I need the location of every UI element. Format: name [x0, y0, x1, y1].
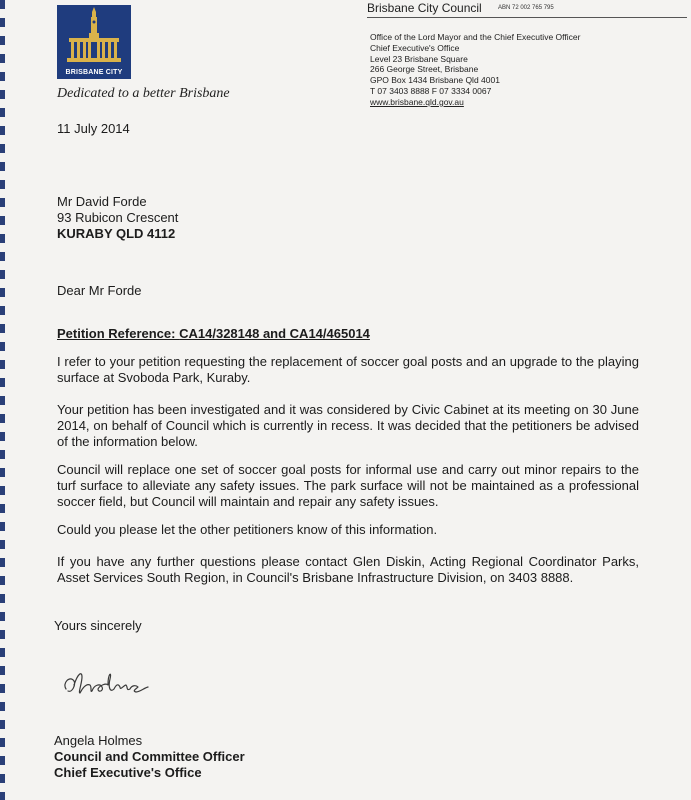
letter-date: 11 July 2014	[57, 121, 130, 136]
address-line: Office of the Lord Mayor and the Chief Executive Officer	[370, 32, 581, 42]
body-paragraph: Could you please let the other petitioners know of this information.	[57, 522, 438, 537]
logo-text: BRISBANE CITY	[65, 69, 123, 76]
reference-label: Petition Reference:	[57, 326, 176, 341]
salutation: Dear Mr Forde	[57, 283, 142, 298]
address-line: Level 23 Brisbane Square	[370, 53, 468, 64]
abn-number: ABN 72 002 765 795	[498, 5, 554, 11]
council-name: Brisbane City Council	[367, 1, 482, 15]
address-line: 266 George Street, Brisbane	[370, 64, 479, 75]
sender-name: Angela Holmes	[54, 733, 143, 748]
body-paragraph: Your petition has been investigated and it was considered by Civic Cabinet at its meeting on 30 June 2014, on behalf of Council which is currently in recess. It was decided that the petitioners be advised of the information below.	[57, 402, 639, 449]
header-divider	[367, 17, 687, 18]
sender-title: Council and Committee Officer	[54, 749, 245, 764]
tagline: Dedicated to a better Brisbane	[57, 86, 230, 101]
body-paragraph: If you have any further questions please contact Glen Diskin, Acting Regional Coordinator Parks, Asset Services South Region, in Council's Brisbane Infrastructure Division, on 3403 8888.	[57, 554, 639, 585]
council-logo	[57, 5, 131, 79]
signature-icon	[60, 665, 160, 701]
closing: Yours sincerely	[54, 618, 142, 633]
petition-reference	[57, 326, 370, 341]
office-address	[370, 32, 580, 108]
sender-office: Chief Executive's Office	[54, 765, 202, 780]
address-line: T 07 3403 8888 F 07 3334 0067	[370, 85, 492, 96]
address-line: GPO Box 1434 Brisbane Qld 4001	[370, 75, 500, 86]
body-paragraph: I refer to your petition requesting the replacement of soccer goal posts and an upgrade to the playing surface at Svoboda Park, Kuraby.	[57, 354, 639, 385]
binder-edge	[0, 0, 5, 800]
recipient-suburb: KURABY QLD 4112	[57, 226, 176, 241]
recipient-street: 93 Rubicon Crescent	[57, 210, 179, 225]
website-link[interactable]: www.brisbane.qld.gov.au	[370, 96, 464, 107]
address-line: Chief Executive's Office	[370, 42, 460, 53]
reference-value: CA14/328148 and CA14/465014	[179, 326, 370, 341]
city-hall-icon	[57, 5, 131, 69]
body-paragraph: Council will replace one set of soccer goal posts for informal use and carry out minor repairs to the turf surface to alleviate any safety issues. The park surface will not be maintained as a professional soccer field, but Council will maintain and repair any safety issues.	[57, 462, 639, 509]
recipient-name: Mr David Forde	[57, 194, 147, 209]
